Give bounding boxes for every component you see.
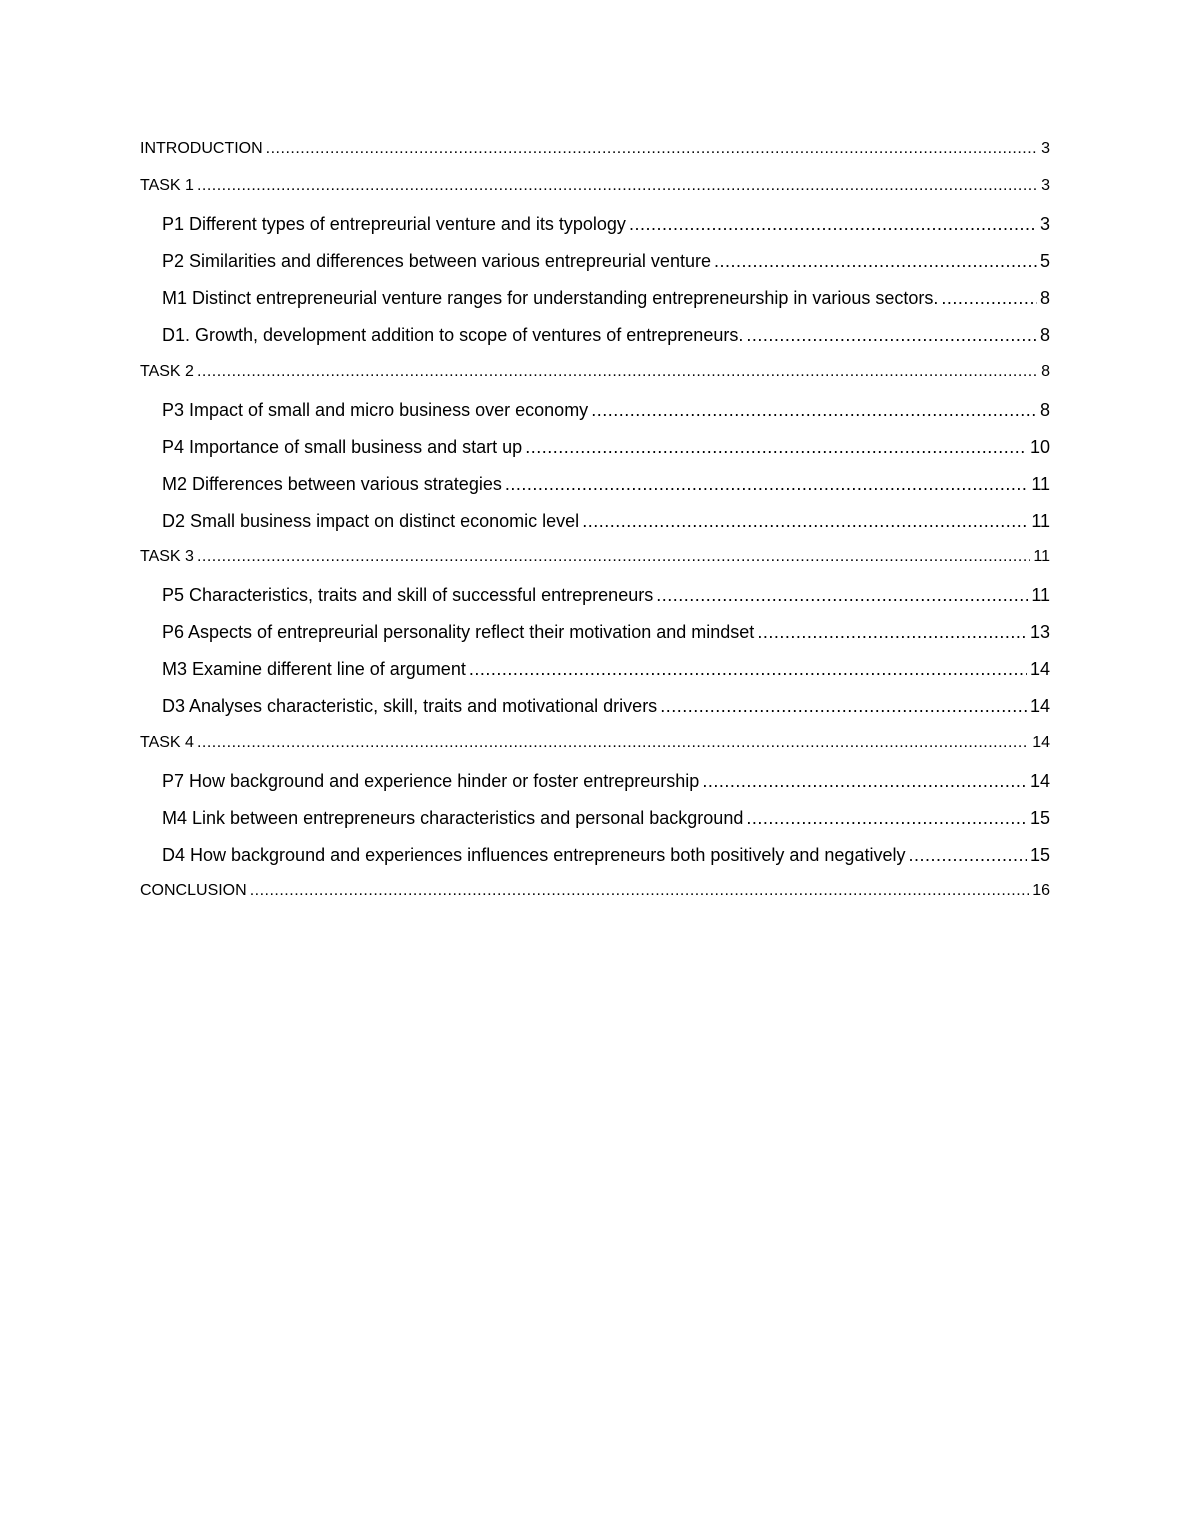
toc-entry-page: 11 [1031, 585, 1050, 606]
toc-entry-title: TASK 3 [140, 548, 194, 566]
dot-leader [746, 325, 1037, 346]
dot-leader [266, 140, 1038, 158]
dot-leader [656, 585, 1028, 606]
toc-entry-title: CONCLUSION [140, 881, 247, 899]
toc-entry[interactable] [140, 845, 1050, 882]
toc-entry-page: 8 [1041, 362, 1050, 380]
toc-entry[interactable] [140, 622, 1050, 659]
table-of-contents [140, 140, 1050, 919]
toc-entry-page: 13 [1029, 622, 1050, 643]
toc-entry-title: P5 Characteristics, traits and skill of successful entrepreneurs [162, 585, 654, 606]
dot-leader [757, 622, 1027, 643]
toc-entry-title: M2 Differences between various strategies [162, 473, 502, 494]
toc-entry[interactable] [140, 771, 1050, 808]
toc-entry[interactable] [140, 437, 1050, 474]
dot-leader [591, 400, 1037, 421]
toc-entry-page: 14 [1029, 770, 1050, 791]
toc-entry[interactable] [140, 177, 1050, 214]
dot-leader [197, 734, 1029, 752]
toc-entry-page: 11 [1031, 473, 1050, 494]
dot-leader [702, 771, 1027, 792]
dot-leader [908, 845, 1027, 866]
toc-entry[interactable] [140, 696, 1050, 733]
dot-leader [746, 808, 1027, 829]
toc-entry-title: TASK 1 [140, 177, 194, 195]
dot-leader [197, 177, 1038, 195]
toc-entry[interactable] [140, 363, 1050, 400]
dot-leader [197, 363, 1038, 381]
dot-leader [629, 214, 1037, 235]
dot-leader [714, 251, 1037, 272]
toc-entry-page: 8 [1039, 288, 1050, 309]
toc-entry[interactable] [140, 882, 1050, 919]
toc-entry-page: 14 [1029, 696, 1050, 717]
dot-leader [469, 659, 1027, 680]
toc-entry-title: INTRODUCTION [140, 140, 263, 157]
toc-entry[interactable] [140, 400, 1050, 437]
toc-entry[interactable] [140, 325, 1050, 362]
toc-entry[interactable] [140, 548, 1050, 585]
toc-entry[interactable] [140, 659, 1050, 696]
toc-entry-page: 5 [1039, 251, 1050, 272]
toc-entry-title: P7 How background and experience hinder or foster entrepreurship [162, 770, 700, 791]
toc-entry-title: P1 Different types of entrepreurial venture and its typology [162, 214, 626, 235]
toc-entry-page: 16 [1032, 881, 1050, 899]
toc-entry[interactable] [140, 474, 1050, 511]
toc-entry-title: P4 Importance of small business and start up [162, 436, 523, 457]
dot-leader [505, 474, 1028, 495]
dot-leader [582, 511, 1028, 532]
toc-entry-title: D3 Analyses characteristic, skill, traits and motivational drivers [162, 696, 658, 717]
toc-entry-title: P2 Similarities and differences between various entrepreurial venture [162, 251, 711, 272]
toc-entry[interactable] [140, 734, 1050, 771]
dot-leader [197, 548, 1030, 566]
toc-entry-title: TASK 4 [140, 733, 194, 751]
toc-entry[interactable] [140, 214, 1050, 251]
dot-leader [250, 882, 1030, 900]
dot-leader [660, 696, 1027, 717]
toc-entry-title: P3 Impact of small and micro business over economy [162, 399, 589, 420]
toc-entry-title: M1 Distinct entrepreneurial venture ranges for understanding entrepreneurship in various sectors. [162, 288, 939, 309]
toc-entry-page: 8 [1039, 399, 1050, 420]
toc-entry[interactable] [140, 511, 1050, 548]
toc-entry-page: 3 [1041, 140, 1050, 157]
toc-entry-title: D4 How background and experiences influences entrepreneurs both positively and negatively [162, 844, 906, 865]
toc-entry-title: TASK 2 [140, 362, 194, 380]
toc-entry-title: D1. Growth, development addition to scope of ventures of entrepreneurs. [162, 325, 744, 346]
toc-entry-page: 14 [1029, 659, 1050, 680]
toc-entry-title: D2 Small business impact on distinct economic level [162, 510, 580, 531]
toc-entry[interactable] [140, 140, 1050, 177]
toc-entry-page: 3 [1039, 214, 1050, 235]
dot-leader [941, 288, 1037, 309]
toc-entry-page: 15 [1029, 844, 1050, 865]
toc-entry-page: 11 [1033, 548, 1050, 566]
toc-entry-page: 10 [1029, 436, 1050, 457]
toc-entry-page: 14 [1032, 733, 1050, 751]
toc-entry-title: M4 Link between entrepreneurs characteristics and personal background [162, 807, 744, 828]
toc-entry[interactable] [140, 288, 1050, 325]
dot-leader [525, 437, 1027, 458]
toc-entry[interactable] [140, 251, 1050, 288]
toc-entry-page: 3 [1041, 177, 1050, 195]
toc-entry-page: 8 [1039, 325, 1050, 346]
toc-entry-title: P6 Aspects of entrepreurial personality reflect their motivation and mindset [162, 622, 755, 643]
toc-entry-title: M3 Examine different line of argument [162, 659, 466, 680]
toc-entry[interactable] [140, 585, 1050, 622]
toc-entry-page: 11 [1031, 510, 1050, 531]
toc-entry-page: 15 [1029, 807, 1050, 828]
toc-entry[interactable] [140, 808, 1050, 845]
